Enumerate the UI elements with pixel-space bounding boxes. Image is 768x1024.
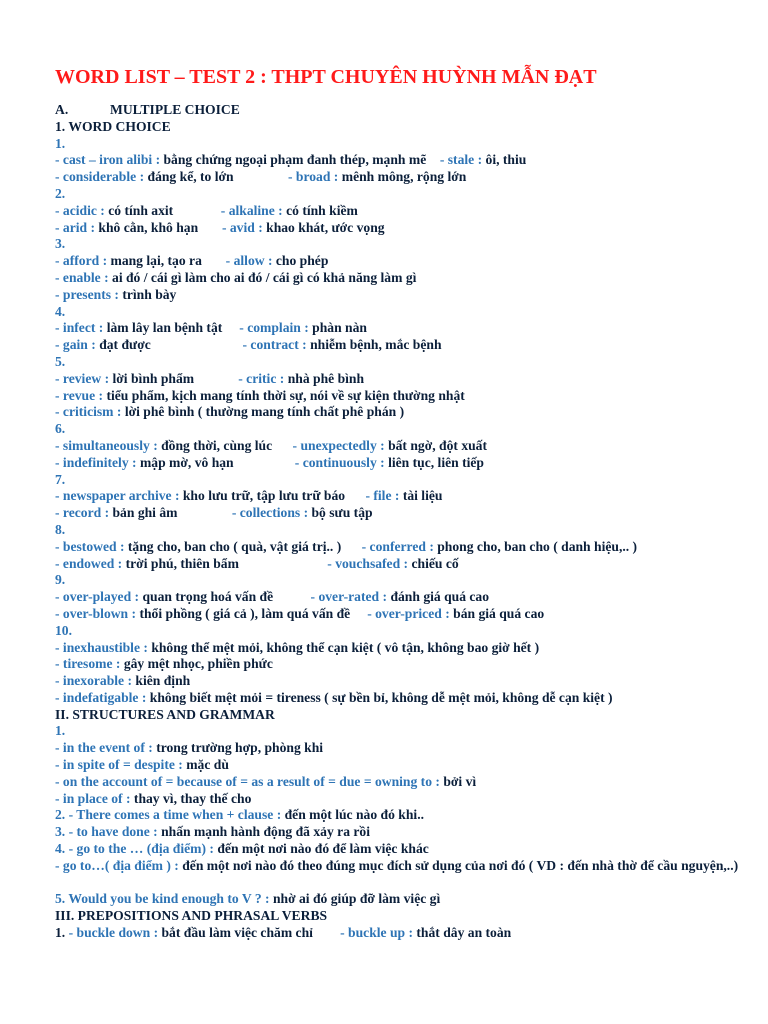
vocab-line [55,253,755,270]
section-heading [55,119,755,136]
vocab-definition: thay vì, thay thế cho [133,790,252,806]
vocab-term: - over-priced : [350,605,454,621]
vocab-definition: nhờ ai đó giúp đỡ làm việc gì [272,891,441,907]
vocab-definition: tài liệu [402,488,443,504]
vocab-line [55,740,755,757]
vocab-term: - buckle down : [68,925,162,941]
item-number [55,522,755,539]
vocab-term: 1. [55,135,66,151]
vocab-definition: đạt được [99,337,151,353]
vocab-term: - tiresome : [55,656,124,672]
vocab-term: 5. [55,353,66,369]
vocab-definition: ai đó / cái gì làm cho ai đó / cái gì có khả năng làm gì [112,269,417,285]
vocab-term: - over-rated : [273,589,391,605]
item-number [55,723,755,740]
vocab-term: - inexhaustible : [55,639,152,655]
vocab-term: - allow : [201,253,276,269]
vocab-term: - buckle up : [312,925,417,941]
vocab-term: - indefatigable : [55,689,150,705]
vocab-line [55,673,755,690]
vocab-term: 1. [55,723,66,739]
vocab-line [55,320,755,337]
vocab-definition: thắt dây an toàn [416,925,512,941]
vocab-line [55,203,755,220]
vocab-term: 3. - to have done : [55,824,162,840]
section-heading [55,707,755,724]
vocab-line [55,640,755,657]
section-heading [55,908,755,925]
vocab-definition: thổi phồng ( giá cả ), làm quá vấn đề [139,605,351,621]
vocab-term: 6. [55,421,66,437]
vocab-definition: mập mờ, vô hạn [139,454,234,470]
vocab-line [55,169,755,186]
vocab-definition: liên tục, liên tiếp [388,454,484,470]
vocab-definition: trong trường hợp, phòng khi [156,740,324,756]
vocab-line [55,220,755,237]
vocab-term: - complain : [222,320,313,336]
vocab-line [55,152,755,169]
vocab-term: 5. Would you be kind enough to V ? : [55,891,273,907]
vocab-definition: bởi vì [443,773,477,789]
vocab-definition: bằng chứng ngoại phạm đanh thép, mạnh mẽ [163,152,427,168]
vocab-term: - in place of : [55,790,134,806]
vocab-term: - presents : [55,286,123,302]
vocab-definition: có tính kiềm [286,202,358,218]
vocab-definition: mặc dù [186,757,229,773]
vocab-line [55,858,755,892]
vocab-definition: 1. WORD CHOICE [55,118,171,134]
vocab-term: 2. - There comes a time when + clause : [55,807,285,823]
vocab-term: 10. [55,622,72,638]
vocab-term: - endowed : [55,555,126,571]
vocab-line [55,371,755,388]
page-title: WORD LIST – TEST 2 : THPT CHUYÊN HUỲNH MẪN ĐẠT [55,66,597,88]
vocab-line [55,891,755,908]
vocab-line [55,404,755,421]
vocab-definition: tiểu phẩm, kịch mang tính thời sự, nói về sự kiện thường nhật [106,387,465,403]
vocab-term: - arid : [55,219,99,235]
vocab-line [55,606,755,623]
vocab-definition: 1. [55,925,69,941]
vocab-term: - considerable : [55,169,148,185]
vocab-term: - gain : [55,337,100,353]
vocab-definition: làm lây lan bệnh tật [106,320,223,336]
vocab-term: - continuously : [233,454,389,470]
vocab-line [55,388,755,405]
vocab-definition: nhiễm bệnh, mắc bệnh [310,337,442,353]
vocab-definition: khô cằn, khô hạn [98,219,199,235]
vocab-term: - file : [345,488,403,504]
vocab-line [55,556,755,573]
vocab-definition: trình bày [122,286,177,302]
vocab-definition: đến một lúc nào đó khi.. [284,807,424,823]
vocab-term: - vouchsafed : [238,555,412,571]
vocab-definition: III. PREPOSITIONS AND PHRASAL VERBS [55,908,328,924]
vocab-definition: có tính axit [108,202,174,218]
vocab-term: - broad : [233,169,342,185]
item-number [55,236,755,253]
vocab-definition: cho phép [275,253,329,269]
vocab-term: - newspaper archive : [55,488,183,504]
vocab-term: - in spite of = despite : [55,757,187,773]
vocab-definition: tặng cho, ban cho ( quà, vật giá trị.. ) [127,538,342,554]
vocab-definition: MULTIPLE CHOICE [110,102,240,117]
section-heading [55,102,755,119]
vocab-term: - unexpectedly : [272,437,389,453]
vocab-line [55,824,755,841]
vocab-term: 4. - go to the … (địa điểm) : [55,841,218,857]
vocab-definition: khao khát, ước vọng [266,219,385,235]
vocab-definition: đáng kể, to lớn [147,169,234,185]
vocab-definition: quan trọng hoá vấn đề [142,589,274,605]
vocab-definition: bất ngờ, đột xuất [388,437,488,453]
vocab-term: - conferred : [341,538,438,554]
vocab-term: - infect : [55,320,107,336]
vocab-term: - simultaneously : [55,437,162,453]
vocab-term: - go to…( địa điểm ) : [55,857,183,873]
vocab-definition: kiên định [135,673,191,689]
vocab-definition: bắt đầu làm việc chăm chỉ [161,925,313,941]
vocab-line [55,925,755,942]
vocab-definition: không biết mệt mỏi = tireness ( sự bền bỉ, không dễ mệt mỏi, không dễ cạn kiệt ) [149,689,613,705]
vocab-definition: đến một nơi nào đó theo đúng mục đích sử dụng của nơi đó ( VD : đến nhà thờ để cầu nguyện,..) [182,857,739,873]
item-number [55,472,755,489]
vocab-term: 4. [55,303,66,319]
vocab-term: - acidic : [55,202,109,218]
vocab-definition: chiếu cố [411,555,459,571]
vocab-term: - review : [55,370,113,386]
vocab-definition: đồng thời, cùng lúc [161,437,273,453]
vocab-term: 8. [55,521,66,537]
vocab-term: - record : [55,505,113,521]
vocab-term: - indefinitely : [55,454,140,470]
vocab-term: 2. [55,185,66,201]
item-number [55,304,755,321]
item-number [55,572,755,589]
vocab-definition: đến một nơi nào đó để làm việc khác [217,841,429,857]
vocab-term: - over-blown : [55,605,140,621]
vocab-definition: đánh giá quá cao [390,589,490,605]
vocab-definition: bán giá quá cao [453,605,545,621]
vocab-line [55,656,755,673]
vocab-term: - afford : [55,253,111,269]
vocab-term: 3. [55,236,66,252]
vocab-line [55,791,755,808]
vocab-line [55,455,755,472]
vocab-definition: phong cho, ban cho ( danh hiệu,.. ) [437,538,638,554]
vocab-definition: bản ghi âm [112,505,178,521]
vocab-line [55,589,755,606]
vocab-line [55,774,755,791]
vocab-line [55,807,755,824]
item-number [55,623,755,640]
vocab-definition: nhấn mạnh hành động đã xảy ra rồi [161,824,370,840]
vocab-definition: trời phú, thiên bẩm [125,555,239,571]
vocab-term: - stale : [426,152,486,168]
vocab-definition: ôi, thiu [485,152,527,168]
vocab-term: - cast – iron alibi : [55,152,164,168]
item-number [55,421,755,438]
word-list [55,102,755,942]
vocab-term: - enable : [55,269,113,285]
vocab-term: 9. [55,572,66,588]
vocab-definition: mang lại, tạo ra [110,253,202,269]
vocab-definition: nhà phê bình [287,370,365,386]
vocab-line [55,841,755,858]
vocab-line [55,505,755,522]
vocab-line [55,539,755,556]
item-number [55,354,755,371]
vocab-term: - on the account of = because of = as a result of = due = owning to : [55,773,444,789]
vocab-term: - bestowed : [55,538,128,554]
vocab-term: - collections : [177,505,312,521]
vocab-line [55,337,755,354]
vocab-term: - critic : [194,370,288,386]
vocab-definition: lời bình phẩm [112,370,195,386]
vocab-line [55,690,755,707]
vocab-term: - over-played : [55,589,143,605]
vocab-term: - contract : [150,337,311,353]
vocab-term: - avid : [198,219,267,235]
vocab-term: 7. [55,471,66,487]
vocab-definition: lời phê bình ( thường mang tính chất phê phán ) [124,404,405,420]
vocab-term: - inexorable : [55,673,136,689]
item-number [55,136,755,153]
vocab-term: - criticism : [55,404,125,420]
vocab-term: - in the event of : [55,740,157,756]
vocab-line [55,488,755,505]
vocab-term: - revue : [55,387,107,403]
vocab-definition: phàn nàn [312,320,367,336]
vocab-definition: không thể mệt mỏi, không thể cạn kiệt ( vô tận, không bao giờ hết ) [151,639,540,655]
vocab-definition: gây mệt nhọc, phiền phức [123,656,273,672]
vocab-definition: II. STRUCTURES AND GRAMMAR [55,706,275,722]
vocab-line [55,287,755,304]
vocab-definition: A. [55,102,69,117]
vocab-line [55,270,755,287]
vocab-term: - alkaline : [173,202,287,218]
vocab-line [55,438,755,455]
vocab-definition: mênh mông, rộng lớn [341,169,467,185]
vocab-line [55,757,755,774]
vocab-definition: bộ sưu tập [311,505,373,521]
vocab-definition: kho lưu trữ, tập lưu trữ báo [182,488,346,504]
item-number [55,186,755,203]
